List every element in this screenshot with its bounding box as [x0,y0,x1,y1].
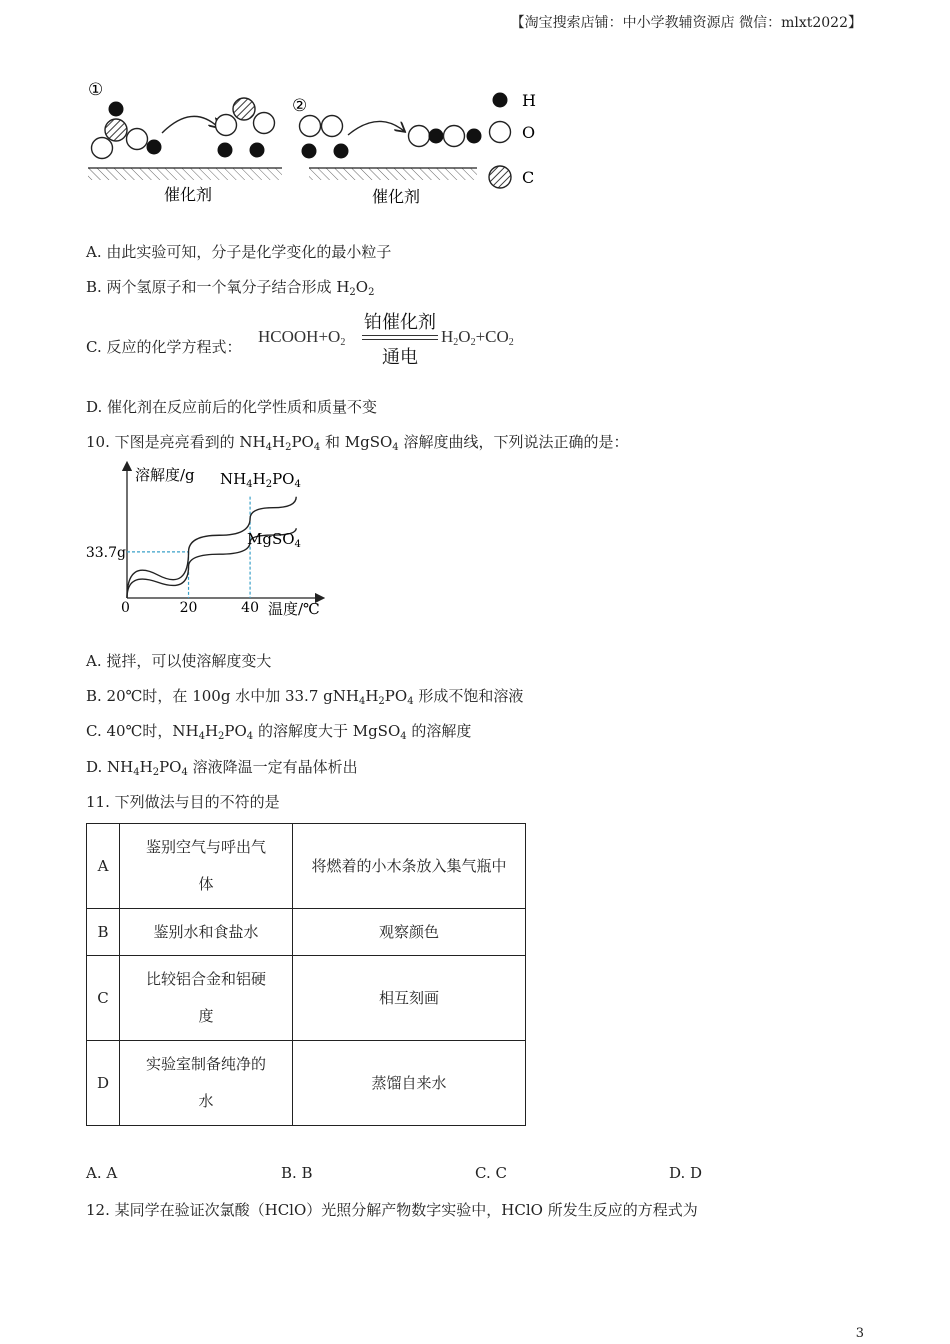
row-key: C [87,956,120,1041]
x-tick-40: 40 [241,600,259,616]
x-tick-20: 20 [179,600,198,616]
legend-c: C [522,168,535,187]
row-method: 观察颜色 [293,909,526,956]
step-2-label: ② [292,96,308,116]
q11-table [86,823,526,1126]
row-method: 相互刻画 [293,956,526,1041]
catalyst-label-2: 催化剂 [372,187,421,206]
row-method: 将燃着的小木条放入集气瓶中 [293,824,526,909]
q11-choice-c: C. C [475,1164,507,1182]
step-1-label: ① [88,80,104,100]
legend-c-icon [489,166,511,188]
table-row [87,1041,526,1126]
q9-option-d: D. 催化剂在反应前后的化学性质和质量不变 [86,398,378,416]
series-nh4h2po4-label: $NH_4H_2PO_4$ [220,470,301,490]
legend-h: H [522,91,536,110]
origin-label: 0 [121,600,130,616]
catalyst-label-1: 催化剂 [164,185,213,204]
row-key: D [87,1041,120,1126]
page-number: 3 [855,1326,864,1341]
q9-option-b: B. 两个氢原子和一个氧分子结合形成 $H_2O_2$ [86,278,375,298]
row-purpose: 实验室制备纯净的 水 [120,1041,293,1126]
series-mgso4-label: MgSO$_4$ [247,530,301,550]
q9-equation: $HCOOH+O_2$ 铂催化剂 通电 $H_2O_2+CO_2$ [258,312,514,368]
x-axis-label: 温度/℃ [268,600,320,618]
q11-stem: 11. 下列做法与目的不符的是 [86,793,280,811]
row-purpose: 鉴别水和食盐水 [120,909,293,956]
y-axis-label: 溶解度/g [135,466,195,484]
table-row [87,956,526,1041]
row-key: A [87,824,120,909]
legend-o: O [522,123,536,142]
solubility-chart [80,460,340,620]
legend-h-icon [493,93,508,108]
q9-option-c: C. 反应的化学方程式： [86,338,242,356]
q12-stem: 12. 某同学在验证次氯酸（HClO）光照分解产物数字实验中，HClO 所发生反应的方程式为 [86,1201,698,1219]
q10-option-b: B. 20℃时，在 100g 水中加 33.7 $gNH_4H_2PO_4$ 形成不饱和溶液 [86,687,524,707]
row-key: B [87,909,120,956]
q11-choice-b: B. B [281,1164,313,1182]
table-row [87,909,526,956]
row-purpose: 鉴别空气与呼出气 体 [120,824,293,909]
molecule-reaction-figure [80,75,550,210]
q11-choice-d: D. D [669,1164,703,1182]
legend-o-icon [490,122,511,143]
row-purpose: 比较铝合金和铝硬 度 [120,956,293,1041]
y-marker-33.7: 33.7g [85,544,126,561]
q10-option-d: D. $NH_4H_2PO_4$ 溶液降温一定有晶体析出 [86,758,358,778]
row-method: 蒸馏自来水 [293,1041,526,1126]
table-row [87,824,526,909]
q11-choice-a: A. A [86,1164,118,1182]
q9-option-a: A. 由此实验可知，分子是化学变化的最小粒子 [86,243,392,261]
q10-stem: 10. 下图是亮亮看到的 $NH_4H_2PO_4$ 和 MgSO$_4$ 溶解度曲线，下列说法正确的是： [86,433,629,453]
header-watermark: 【淘宝搜索店铺：中小学教辅资源店 微信：mlxt2022】 [510,15,862,31]
q10-option-c: C. 40℃时，$NH_4H_2PO_4$ 的溶解度大于 MgSO$_4$ 的溶解度 [86,722,472,742]
q10-option-a: A. 搅拌，可以使溶解度变大 [86,652,272,670]
